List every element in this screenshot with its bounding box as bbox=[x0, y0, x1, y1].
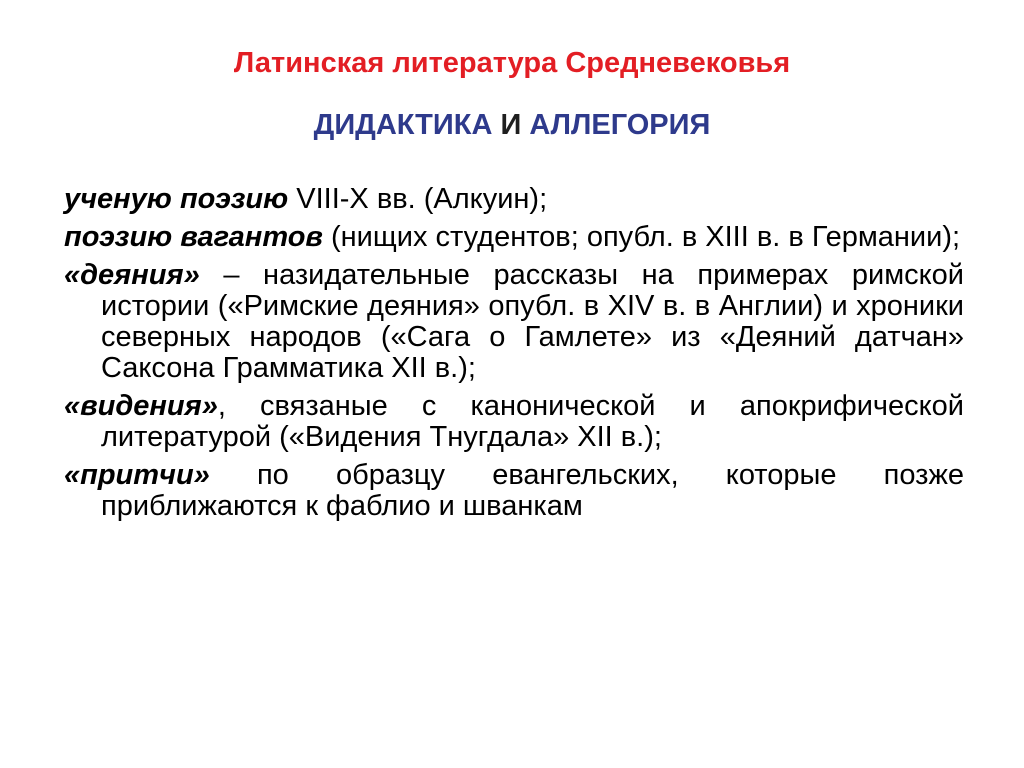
item-term: «притчи» bbox=[64, 459, 210, 491]
slide-subtitle bbox=[0, 108, 1024, 142]
item-term: ученую поэзию bbox=[64, 183, 289, 215]
item-text: , связаные с канонической и апокрифической литературой («Видения Тнугдала» XII в.); bbox=[101, 390, 964, 453]
subtitle-allegory: АЛЛЕГОРИЯ bbox=[529, 109, 711, 141]
list-item bbox=[64, 184, 964, 215]
item-text: (нищих студентов; опубл. в XIII в. в Германии); bbox=[322, 221, 961, 253]
item-term: «деяния» bbox=[64, 259, 200, 291]
item-term: «видения» bbox=[64, 390, 218, 422]
item-text: – назидательные рассказы на примерах римской истории («Римские деяния» опубл. в XIV в. в Англии) и хроники северных народов («Сага о Гамлете» из «Деяний датчан» Саксона Грамматика XII в.); bbox=[101, 259, 964, 384]
item-text: VIII-X вв. (Алкуин); bbox=[288, 183, 548, 215]
list-item bbox=[64, 222, 964, 253]
slide-title: Латинская литература Средневековья bbox=[233, 47, 791, 79]
subtitle-conjunction: И bbox=[492, 109, 530, 141]
list-item bbox=[64, 460, 964, 522]
subtitle-didactics: ДИДАКТИКА bbox=[313, 109, 493, 141]
list-item bbox=[64, 260, 964, 384]
item-text: по образцу евангельских, которые позже приближаются к фаблио и шванкам bbox=[101, 459, 964, 522]
list-item bbox=[64, 391, 964, 453]
slide-body bbox=[64, 184, 964, 529]
item-term: поэзию вагантов bbox=[64, 221, 323, 253]
